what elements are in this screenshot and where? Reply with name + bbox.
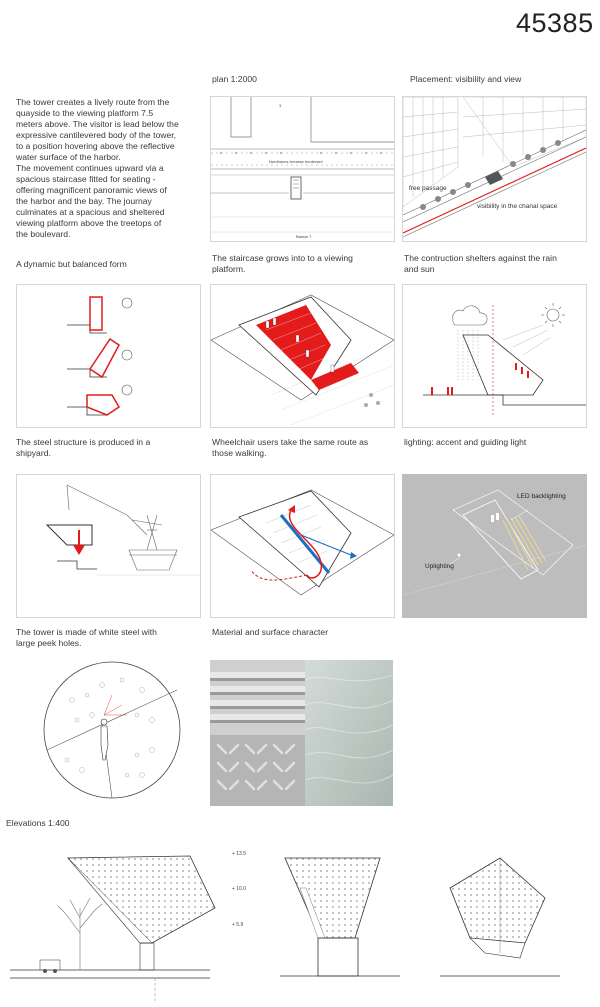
caption-dynamic: A dynamic but balanced form [16, 259, 127, 269]
intro-line: quayside to the viewing platform 7.5 [16, 108, 154, 118]
plan-panel [210, 96, 395, 242]
shipyard-panel [16, 474, 201, 618]
intro-line: meters above. The visitor is lead below the [16, 119, 179, 129]
elevations-drawing [0, 838, 600, 1002]
uplighting-label: Uplighting [425, 563, 454, 570]
caption-staircase-line: The staircase grows into to a viewing [212, 253, 353, 263]
elevations-drawing-area [0, 838, 600, 1002]
intro-line: the boulevard. [16, 229, 71, 239]
shelter-drawing [403, 285, 586, 427]
intro-line: The movement continues upward via a [16, 163, 164, 173]
level-low: + 5.9 [232, 922, 244, 928]
staircase-drawing [211, 285, 394, 427]
intro-line: expressive cantilevered body of the tower, [16, 130, 177, 140]
glass-material-drawing [305, 660, 393, 806]
placement-drawing [403, 97, 586, 241]
caption-lighting: lighting: accent and guiding light [404, 437, 527, 447]
lighting-panel [402, 474, 587, 618]
intro-line: the harbor and the bay. The journay [16, 196, 152, 206]
caption-material: Material and surface character [212, 627, 329, 637]
staircase-panel [210, 284, 395, 428]
caption-wheelchair-line: those walking. [212, 448, 267, 458]
caption-white-steel-line: large peek holes. [16, 638, 82, 648]
intro-line: offering magnificent panoramic views of [16, 185, 167, 195]
led-label: LED backlighting [517, 493, 566, 500]
glass-material-image [305, 660, 393, 806]
cloud-icon [453, 306, 487, 325]
plan-street-label: Nordhavns terrasse boulevard [269, 159, 323, 164]
intro-line: The tower creates a lively route from the [16, 97, 170, 107]
sun-icon [541, 303, 565, 327]
stair-material-drawing [210, 660, 305, 806]
peek-hole-detail [42, 660, 182, 800]
caption-wheelchair-line: Wheelchair users take the same route as [212, 437, 369, 447]
shipyard-drawing [17, 475, 200, 617]
caption-steel [16, 437, 150, 459]
peek-hole-drawing [42, 660, 182, 800]
caption-steel-line: The steel structure is produced in a [16, 437, 151, 447]
caption-plan: plan 1:2000 [212, 74, 257, 84]
caption-shelter-line: The contruction shelters against the rain [404, 253, 557, 263]
caption-staircase [212, 253, 353, 275]
caption-shelter [404, 253, 557, 275]
wheelchair-panel [210, 474, 395, 618]
caption-placement: Placement: visibility and view [410, 74, 522, 84]
plan-mark: 3 [279, 103, 282, 108]
car-icon [40, 960, 60, 970]
intro-line: culminates at a spacious and sheltered [16, 207, 165, 217]
caption-white-steel-line: The tower is made of white steel with [16, 627, 157, 637]
caption-shelter-line: and sun [404, 264, 435, 274]
caption-wheelchair [212, 437, 368, 459]
stair-material-image [210, 660, 305, 806]
intro-line: viewing platform above the treetops of [16, 218, 162, 228]
plan-basin-label: Bassin 7 [296, 234, 312, 239]
intro-line: spacious staircase fitted for seating - [16, 174, 156, 184]
shelter-panel [402, 284, 587, 428]
level-top: + 13.5 [232, 851, 247, 857]
caption-staircase-line: platform. [212, 264, 246, 274]
caption-white-steel [16, 627, 157, 649]
placement-panel [402, 96, 587, 242]
dynamic-form-drawing [17, 285, 200, 427]
caption-elevations: Elevations 1:400 [6, 818, 70, 828]
intro-text [16, 97, 206, 240]
dynamic-form-panel [16, 284, 201, 428]
intro-line: water surface of the harbor. [16, 152, 121, 162]
free-passage-label: free passage [409, 185, 447, 192]
project-number: 45385 [516, 8, 594, 38]
intro-line: to a position hovering above the reflective [16, 141, 175, 151]
tree-icon [58, 898, 102, 970]
wheelchair-drawing [211, 475, 394, 617]
caption-steel-line: shipyard. [16, 448, 51, 458]
visibility-label: visibility in the chanal space [477, 203, 558, 210]
level-mid: + 10.0 [232, 886, 247, 892]
plan-drawing [211, 97, 394, 241]
